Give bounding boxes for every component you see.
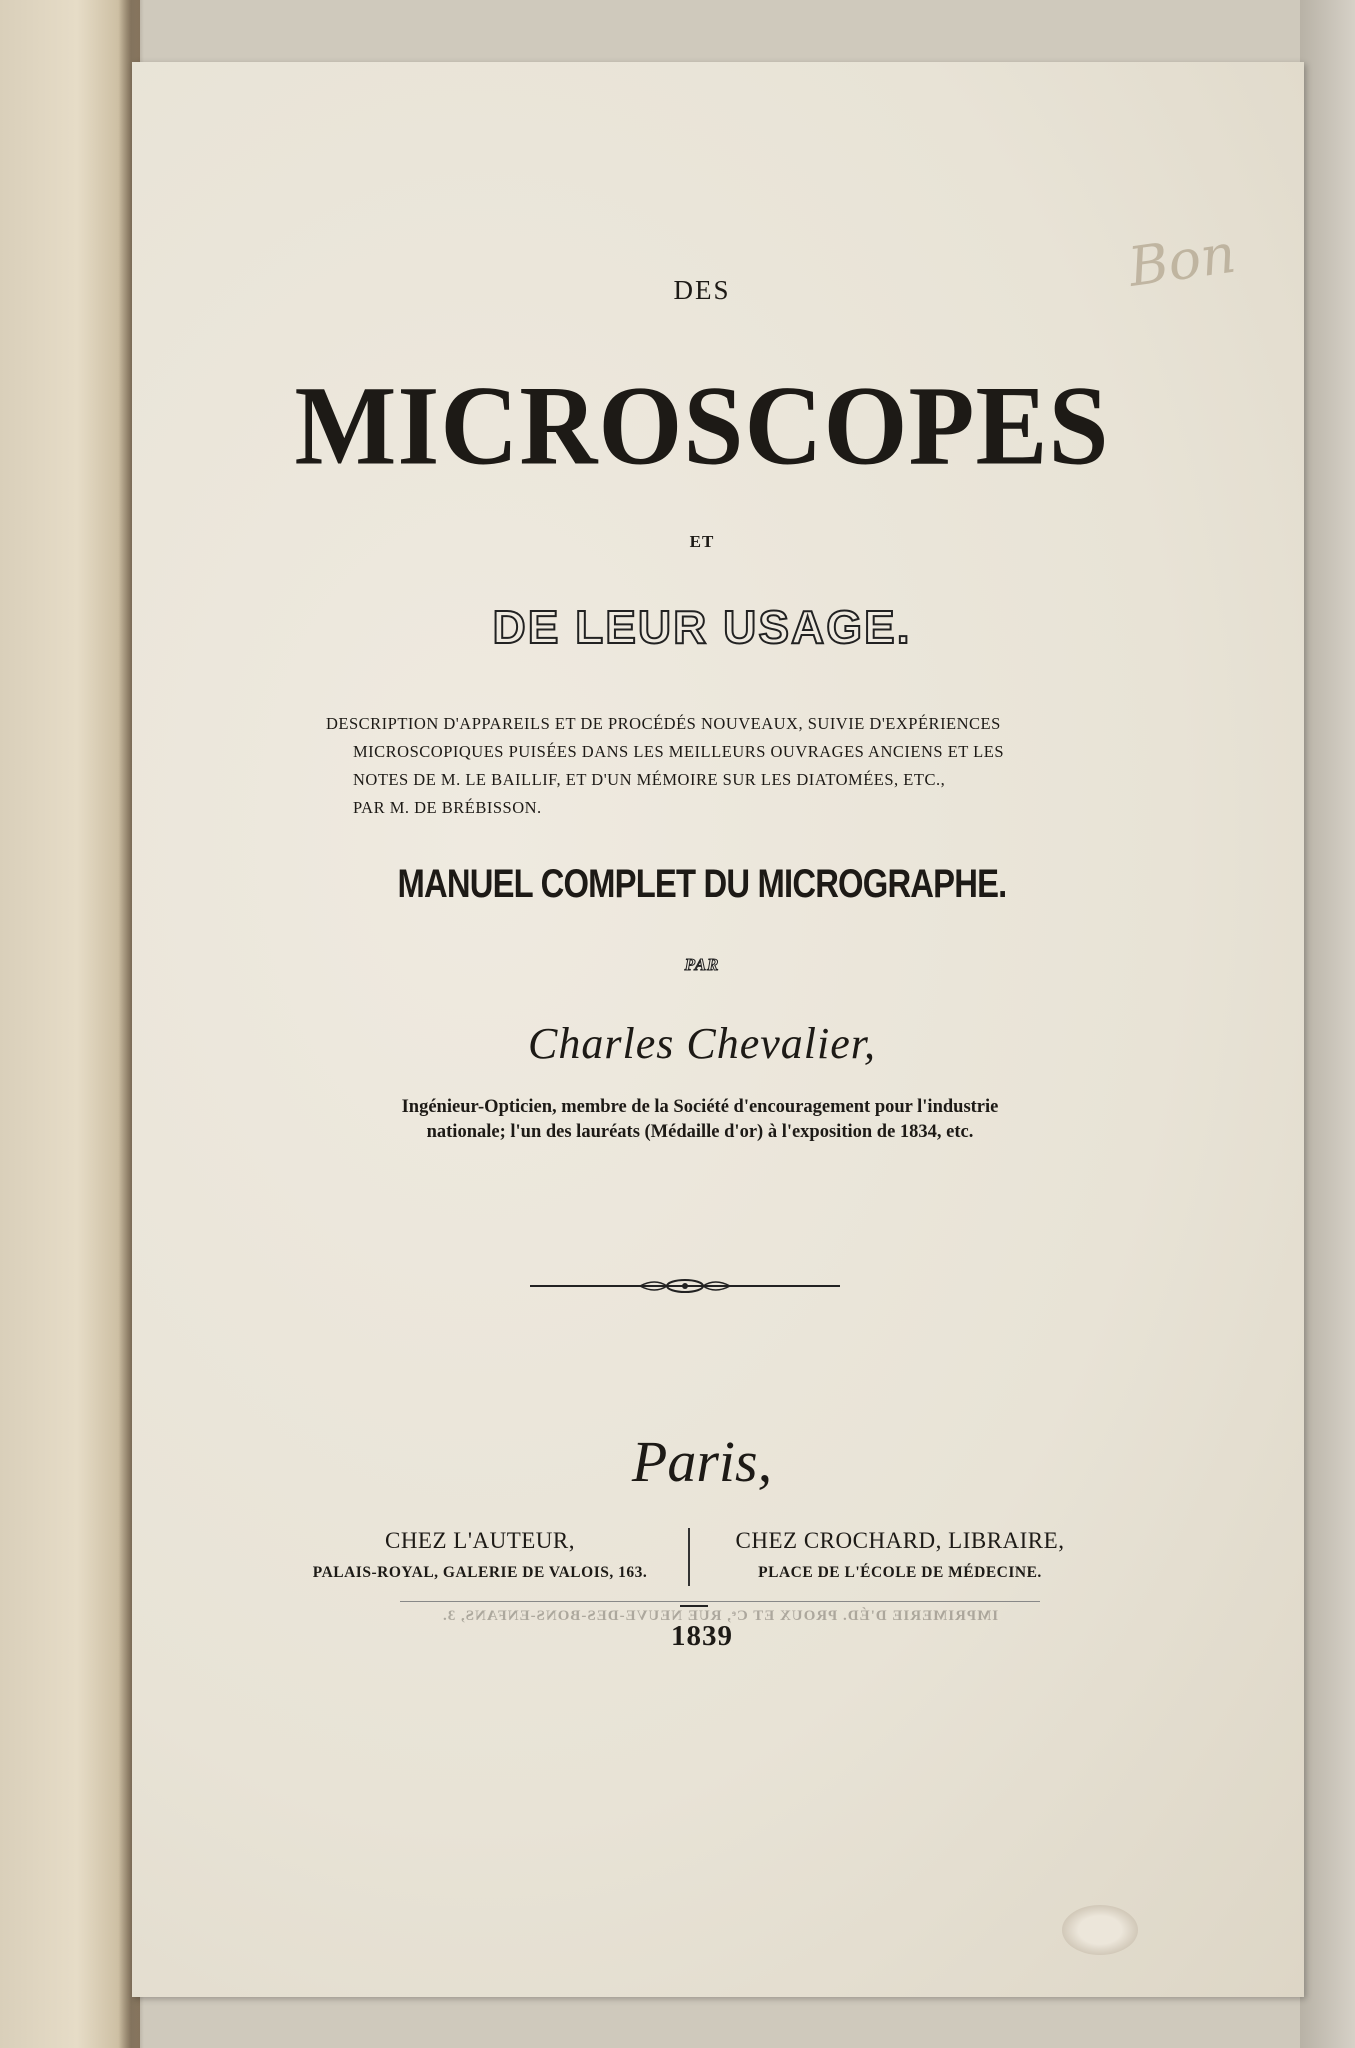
- description-line: PAR M. DE BRÉBISSON.: [353, 798, 542, 817]
- description-block: [326, 710, 1072, 822]
- title-conjunction: ET: [689, 532, 715, 551]
- pencil-annotation: Bon: [1124, 221, 1240, 299]
- printer-show-through: IMPRIMERIE D'ÉD. PROUX ET Cᵉ, RUE NEUVE-DES-BONS-ENFANS, 3.: [441, 1608, 999, 1624]
- credentials-line: Ingénieur-Opticien, membre de la Société d'encouragement pour l'industrie: [401, 1097, 999, 1117]
- imprint-bookseller-address: PLACE DE L'ÉCOLE DE MÉDECINE.: [758, 1564, 1042, 1581]
- imprint-divider: [688, 1528, 690, 1586]
- by-label: PAR: [684, 955, 720, 974]
- imprint-bookseller: [700, 1528, 1100, 1582]
- author-credentials: [280, 1095, 1120, 1145]
- manual-title: MANUEL COMPLET DU MICROGRAPHE.: [397, 862, 1007, 906]
- imprint-author-name: CHEZ L'AUTEUR,: [384, 1528, 575, 1553]
- credentials-line: nationale; l'un des lauréats (Médaille d'or) à l'exposition de 1834, etc.: [426, 1122, 974, 1142]
- imprint-author-address: PALAIS-ROYAL, GALERIE DE VALOIS, 163.: [312, 1564, 648, 1581]
- ornament-rule: [530, 1275, 840, 1297]
- description-line: MICROSCOPIQUES PUISÉES DANS LES MEILLEURS OUVRAGES ANCIENS ET LES: [353, 742, 1005, 761]
- main-title: MICROSCOPES: [294, 364, 1110, 489]
- subtitle: DE LEUR USAGE.: [492, 601, 912, 653]
- publication-city: Paris,: [631, 1429, 773, 1494]
- year-dash: [680, 1605, 708, 1607]
- publication-year: 1839: [671, 1620, 733, 1652]
- imprint-bookseller-name: CHEZ CROCHARD, LIBRAIRE,: [735, 1528, 1065, 1553]
- author-name: Charles Chevalier,: [528, 1019, 876, 1068]
- description-line: NOTES DE M. LE BAILLIF, ET D'UN MÉMOIRE SUR LES DIATOMÉES, ETC.,: [353, 770, 946, 789]
- imprint-author: [280, 1528, 680, 1582]
- description-line: DESCRIPTION D'APPAREILS ET DE PROCÉDÉS NOUVEAUX, SUIVIE D'EXPÉRIENCES: [326, 714, 1001, 733]
- title-prefix: DES: [673, 275, 731, 305]
- imprint-rule: [400, 1601, 1040, 1602]
- library-stamp: [1062, 1905, 1138, 1955]
